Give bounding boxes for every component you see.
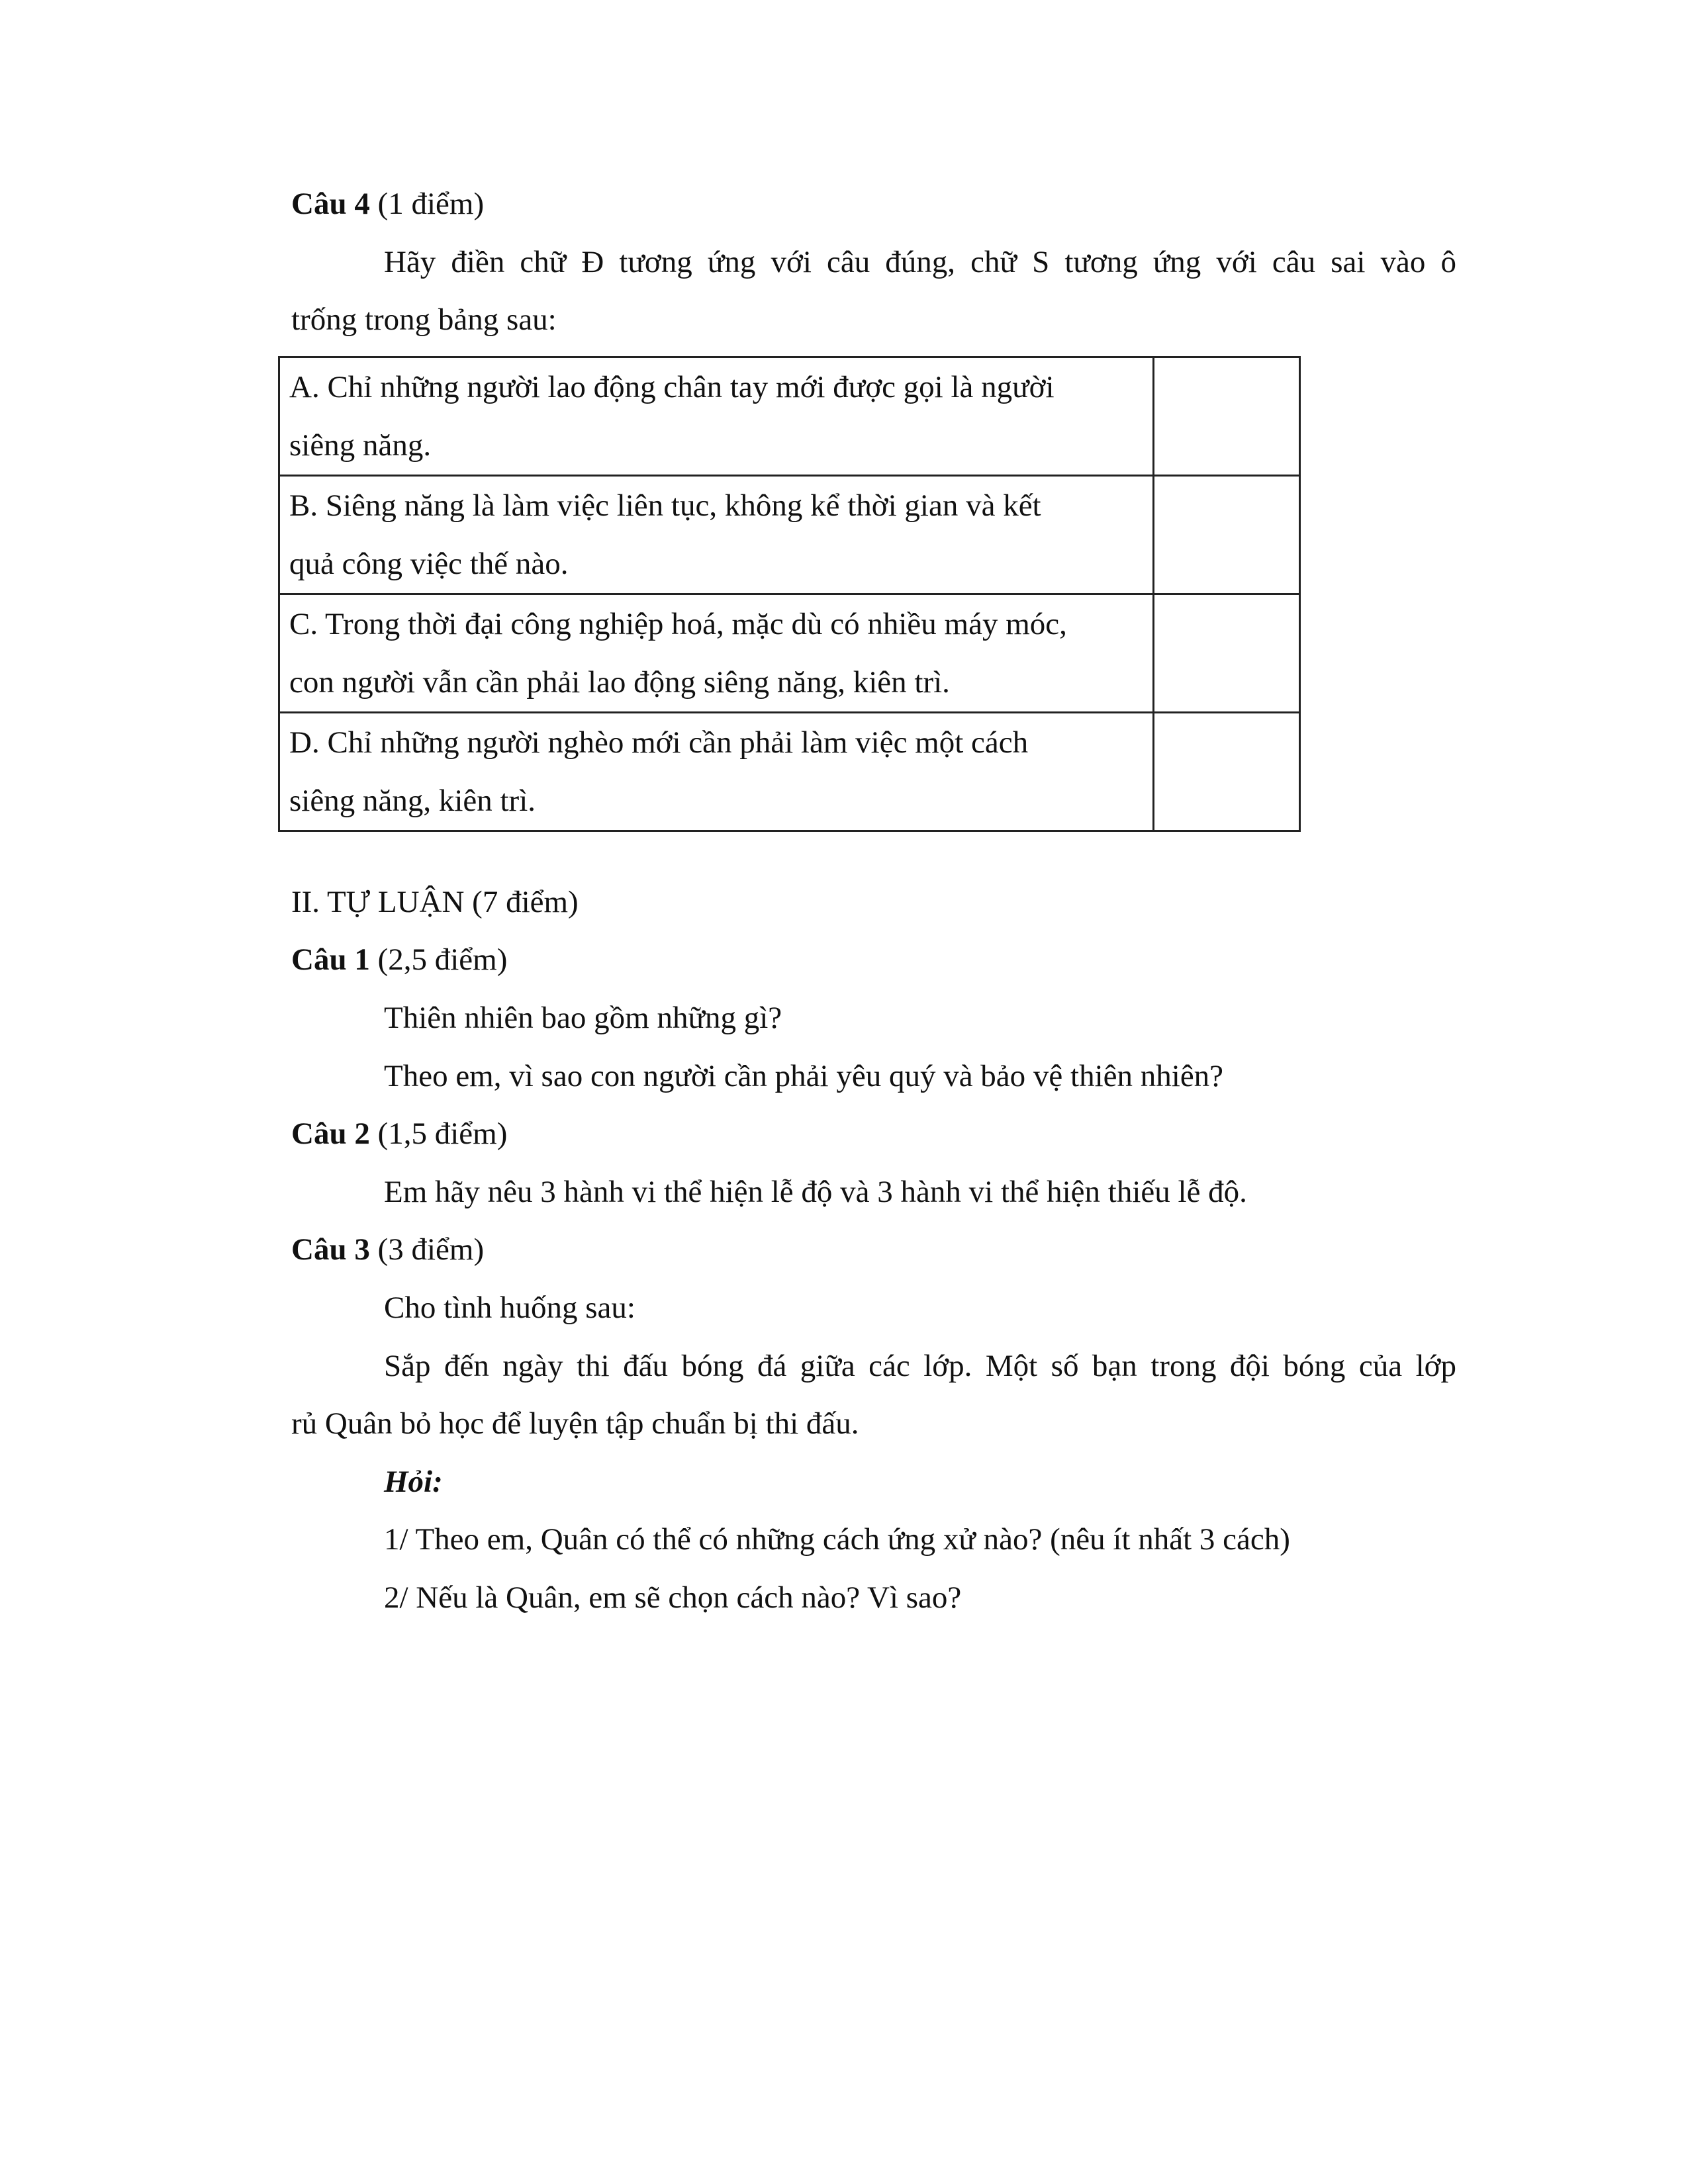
table-row (279, 713, 1300, 831)
statement-c-line1: C. Trong thời đại công nghiệp hoá, mặc dù có nhiều máy móc, (289, 607, 1067, 641)
q4-title-points: (1 điểm) (369, 187, 485, 221)
answer-cell-b[interactable] (1154, 476, 1300, 594)
c1-line2: Theo em, vì sao con người cần phải yêu quý và bảo vệ thiên nhiên? (384, 1059, 1224, 1093)
c3-title-points: (3 điểm) (369, 1232, 485, 1267)
statement-a-line2: siêng năng. (289, 428, 432, 463)
c3-situation-line2: rủ Quân bỏ học để luyện tập chuẩn bị thi đấu. (291, 1406, 859, 1441)
c2-title-points: (1,5 điểm) (369, 1116, 508, 1151)
c2-title (291, 1115, 507, 1152)
c1-title (291, 941, 507, 978)
table-row (279, 594, 1300, 713)
true-false-table (278, 356, 1301, 832)
statement-d (279, 713, 1154, 831)
answer-cell-c[interactable] (1154, 594, 1300, 713)
c3-title-bold: Câu 3 (291, 1232, 370, 1267)
q4-title-bold: Câu 4 (291, 187, 370, 221)
c3-ask-label: Hỏi: (384, 1465, 443, 1499)
c1-title-bold: Câu 1 (291, 942, 370, 977)
q4-instruction-line1: Hãy điền chữ Đ tương ứng với câu đúng, chữ S tương ứng với câu sai vào ô (384, 245, 1456, 279)
q4-instruction-line2: trống trong bảng sau: (291, 302, 557, 337)
statement-d-line2: siêng năng, kiên trì. (289, 784, 536, 818)
c3-situation-line1: Sắp đến ngày thi đấu bóng đá giữa các lớp. Một số bạn trong đội bóng của lớp (384, 1349, 1456, 1383)
c3-title (291, 1231, 484, 1268)
statement-c-line2: con người vẫn cần phải lao động siêng năng, kiên trì. (289, 665, 950, 700)
table-row (279, 357, 1300, 476)
answer-cell-d[interactable] (1154, 713, 1300, 831)
c3-intro: Cho tình huống sau: (384, 1291, 635, 1325)
statement-d-line1: D. Chỉ những người nghèo mới cần phải làm việc một cách (289, 725, 1029, 760)
table-row (279, 476, 1300, 594)
statement-b (279, 476, 1154, 594)
c1-title-points: (2,5 điểm) (369, 942, 508, 977)
statement-a (279, 357, 1154, 476)
q4-title (291, 185, 484, 222)
c1-line1: Thiên nhiên bao gồm những gì? (384, 1001, 782, 1035)
statement-a-line1: A. Chỉ những người lao động chân tay mới được gọi là người (289, 370, 1055, 404)
statement-b-line2: quả công việc thế nào. (289, 547, 569, 581)
answer-cell-a[interactable] (1154, 357, 1300, 476)
c3-question-1: 1/ Theo em, Quân có thể có những cách ứng xử nào? (nêu ít nhất 3 cách) (384, 1522, 1290, 1557)
c2-line1: Em hãy nêu 3 hành vi thể hiện lễ độ và 3 hành vi thể hiện thiếu lễ độ. (384, 1175, 1247, 1209)
c2-title-bold: Câu 2 (291, 1116, 370, 1151)
c3-question-2: 2/ Nếu là Quân, em sẽ chọn cách nào? Vì sao? (384, 1580, 962, 1615)
statement-b-line1: B. Siêng năng là làm việc liên tục, không kể thời gian và kết (289, 488, 1041, 523)
statement-c (279, 594, 1154, 713)
part2-heading: II. TỰ LUẬN (7 điểm) (291, 885, 579, 919)
